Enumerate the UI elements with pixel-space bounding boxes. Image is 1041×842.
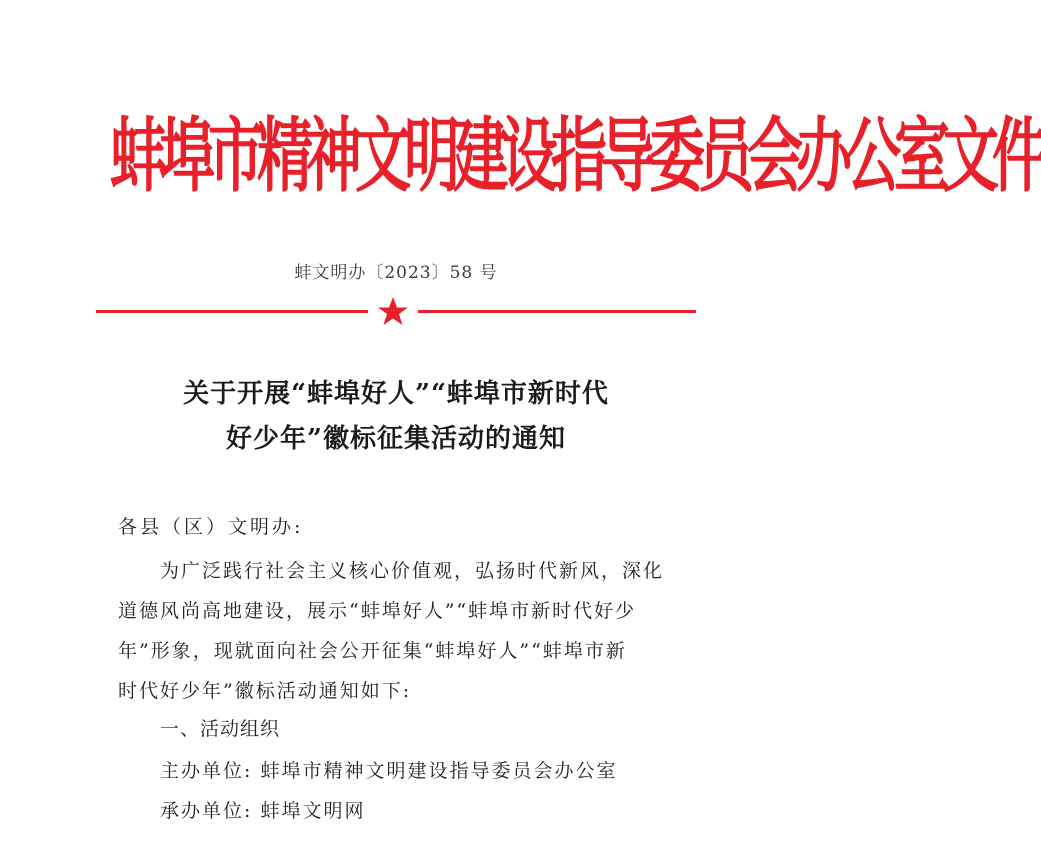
salutation: 各县（区）文明办: xyxy=(118,516,304,538)
document-number: 蚌文明办〔2023〕58 号 xyxy=(294,263,498,283)
paragraph-line: 年”形象，现就面向社会公开征集“蚌埠好人”“蚌埠市新 xyxy=(118,640,627,662)
organizer-unit-line: 承办单位: 蚌埠文明网 xyxy=(160,800,366,822)
divider-line-left xyxy=(96,310,368,313)
paragraph-line: 道德风尚高地建设，展示“蚌埠好人”“蚌埠市新时代好少 xyxy=(118,600,637,622)
host-unit-line: 主办单位: 蚌埠市精神文明建设指导委员会办公室 xyxy=(160,760,618,782)
red-divider xyxy=(96,296,696,326)
divider-line-right xyxy=(418,310,696,313)
section-heading: 一、活动组织 xyxy=(160,718,281,740)
paragraph-line: 为广泛践行社会主义核心价值观，弘扬时代新风，深化 xyxy=(160,560,665,582)
notice-title-line-2: 好少年”徽标征集活动的通知 xyxy=(226,424,566,454)
red-header-title: 蚌埠市精神文明建设指导委员会办公室文件 xyxy=(110,110,1041,205)
notice-title-line-1: 关于开展“蚌埠好人”“蚌埠市新时代 xyxy=(183,379,609,409)
paragraph-line: 时代好少年”徽标活动通知如下: xyxy=(118,680,412,702)
star-icon xyxy=(375,296,411,326)
